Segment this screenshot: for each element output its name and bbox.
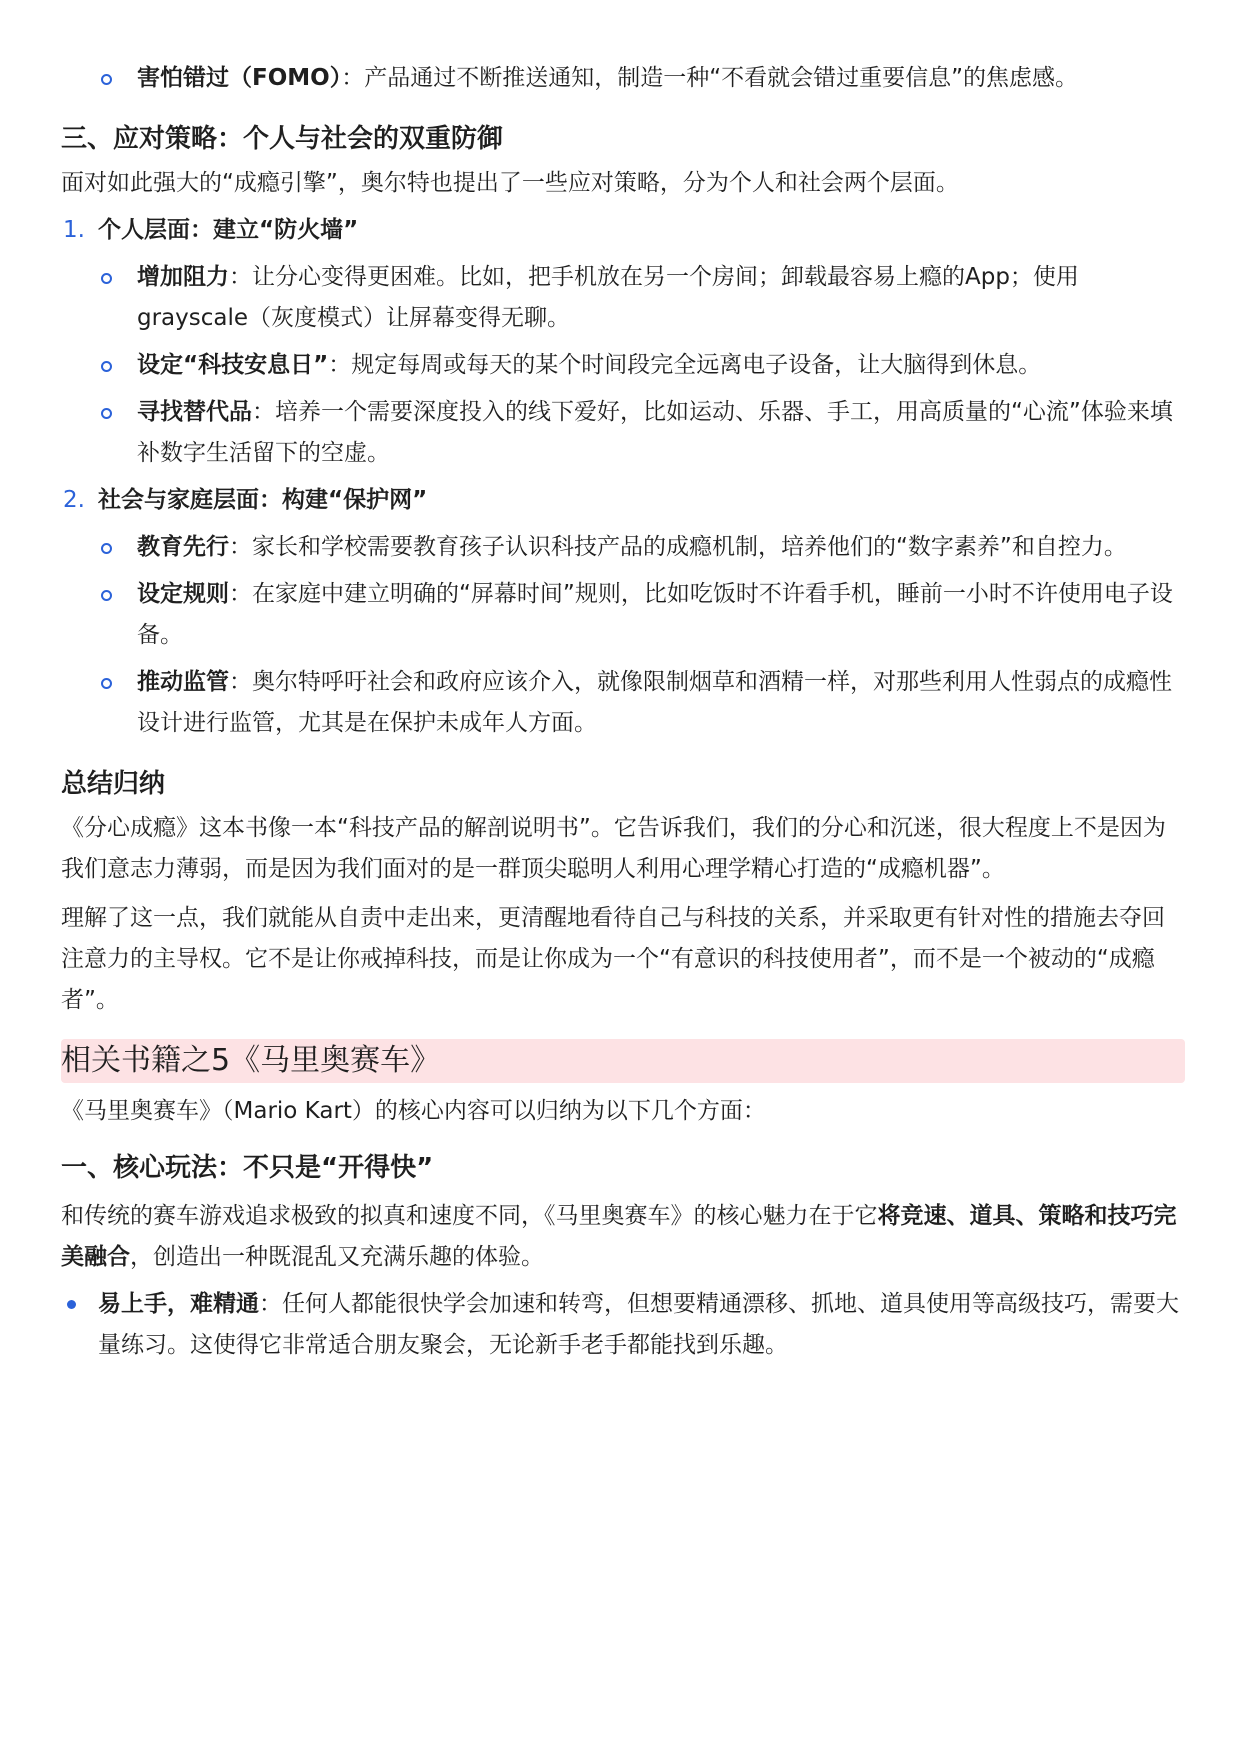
document-page xyxy=(61,58,1185,1366)
list-group-2 xyxy=(61,480,1185,521)
summary-paragraph-1: 《分心成瘾》这本书像一本“科技产品的解剖说明书”。它告诉我们，我们的分心和沉迷，很大程度上不是因为我们意志力薄弱，而是因为我们面对的是一群顶尖聪明人利用心理学精心打造的“成瘾机器”。 xyxy=(61,815,1166,882)
item-text: ：培养一个需要深度投入的线下爱好，比如运动、乐器、手工，用高质量的“心流”体验来填补数字生活留下的空虚。 xyxy=(137,399,1173,466)
filled-bullet-icon xyxy=(67,1300,76,1309)
list-title: 社会与家庭层面：构建“保护网” xyxy=(98,487,428,513)
core-gameplay-heading: 一、核心玩法：不只是“开得快” xyxy=(61,1153,434,1183)
related-book-banner: 相关书籍之5《马里奥赛车》 xyxy=(61,1039,1185,1083)
hollow-bullet-icon xyxy=(101,408,112,419)
item-text: ：让分心变得更困难。比如，把手机放在另一个房间；卸载最容易上瘾的App；使用grayscale（灰度模式）让屏幕变得无聊。 xyxy=(137,264,1079,331)
item-title: 害怕错过（FOMO） xyxy=(137,65,342,91)
item-title: 增加阻力 xyxy=(137,264,229,290)
list-number: 2. xyxy=(63,487,85,513)
paragraph-emphasis: 将竞速、道具、策略和技巧完美融合 xyxy=(61,1203,1177,1270)
hollow-bullet-icon xyxy=(101,361,112,372)
summary-paragraph-2: 理解了这一点，我们就能从自责中走出来，更清醒地看待自己与科技的关系，并采取更有针对性的措施去夺回注意力的主导权。它不是让你戒掉科技，而是让你成为一个“有意识的科技使用者”，而不是一个被动的“成瘾者”。 xyxy=(61,905,1165,1013)
list-number: 1. xyxy=(63,217,85,243)
list-item xyxy=(61,574,1185,656)
item-text: ：规定每周或每天的某个时间段完全远离电子设备，让大脑得到休息。 xyxy=(328,352,1042,378)
hollow-bullet-icon xyxy=(101,273,112,284)
item-text: ：在家庭中建立明确的“屏幕时间”规则，比如吃饭时不许看手机，睡前一小时不许使用电子设备。 xyxy=(137,581,1173,648)
hollow-bullet-icon xyxy=(101,543,112,554)
list-item xyxy=(61,1284,1185,1366)
core-gameplay-paragraph xyxy=(61,1196,1185,1278)
fomo-item xyxy=(61,58,1185,99)
list-group-1 xyxy=(61,210,1185,251)
item-title: 设定“科技安息日” xyxy=(137,352,329,378)
list-title: 个人层面：建立“防火墙” xyxy=(98,217,359,243)
list-item xyxy=(61,257,1185,339)
hollow-bullet-icon xyxy=(101,74,112,85)
item-text: ：产品通过不断推送通知，制造一种“不看就会错过重要信息”的焦虑感。 xyxy=(341,65,1079,91)
item-title: 推动监管 xyxy=(137,669,229,695)
section-intro: 面对如此强大的“成瘾引擎”，奥尔特也提出了一些应对策略，分为个人和社会两个层面。 xyxy=(61,170,959,196)
item-title: 设定规则 xyxy=(137,581,229,607)
item-title: 易上手，难精通 xyxy=(98,1291,259,1317)
list-item xyxy=(61,662,1185,744)
paragraph-text: 和传统的赛车游戏追求极致的拟真和速度不同，《马里奥赛车》的核心魅力在于它 xyxy=(61,1203,878,1229)
summary-heading: 总结归纳 xyxy=(61,769,166,799)
hollow-bullet-icon xyxy=(101,590,112,601)
item-title: 教育先行 xyxy=(137,534,229,560)
hollow-bullet-icon xyxy=(101,678,112,689)
section-heading: 三、应对策略：个人与社会的双重防御 xyxy=(61,124,504,154)
list-item xyxy=(61,527,1185,568)
item-title: 寻找替代品 xyxy=(137,399,252,425)
paragraph-text: ，创造出一种既混乱又充满乐趣的体验。 xyxy=(130,1244,544,1270)
related-intro: 《马里奥赛车》（Mario Kart）的核心内容可以归纳为以下几个方面： xyxy=(61,1098,766,1124)
list-item xyxy=(61,392,1185,474)
list-item xyxy=(61,345,1185,386)
item-text: ：家长和学校需要教育孩子认识科技产品的成瘾机制，培养他们的“数字素养”和自控力。 xyxy=(229,534,1127,560)
item-text: ：奥尔特呼吁社会和政府应该介入，就像限制烟草和酒精一样，对那些利用人性弱点的成瘾性设计进行监管，尤其是在保护未成年人方面。 xyxy=(137,669,1172,736)
item-text: ：任何人都能很快学会加速和转弯，但想要精通漂移、抓地、道具使用等高级技巧，需要大量练习。这使得它非常适合朋友聚会，无论新手老手都能找到乐趣。 xyxy=(98,1291,1179,1358)
